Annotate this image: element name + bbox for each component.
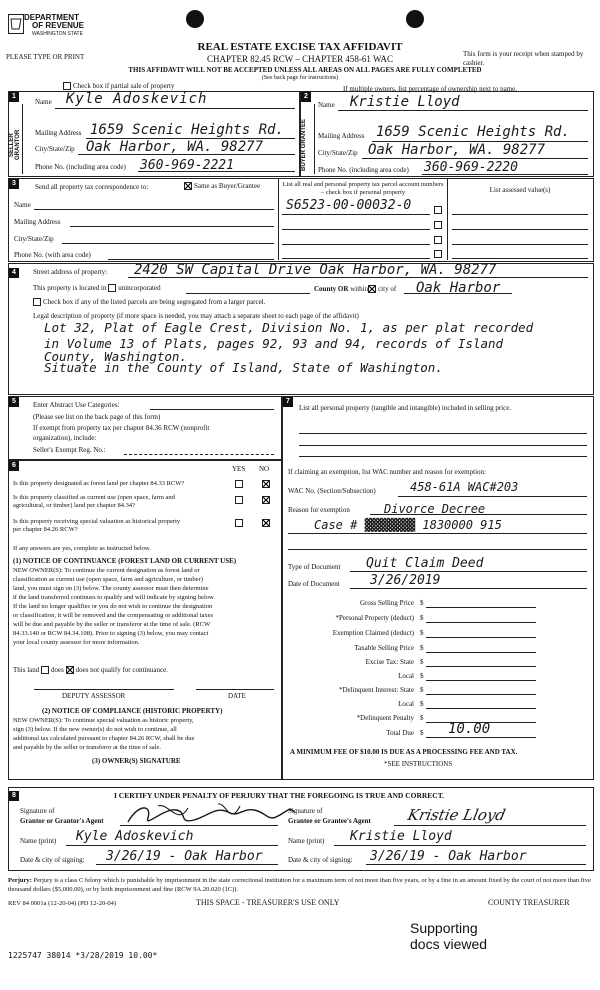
q2a: Is this property classified as current use (open space, farm and [13, 494, 175, 501]
section-6-badge: 6 [9, 461, 19, 471]
see-back: (See back page for instructions) [261, 75, 339, 81]
grantor-date-label: Date & city of signing: [20, 856, 85, 864]
notice2-line: NEW OWNER(S): To continue special valuation as historic property, [13, 717, 194, 724]
sig-grantee-label2: Grantee or Grantee's Agent [288, 817, 371, 825]
notice2-line: additional tax calculated pursuant to chapter 84.26 RCW, shall be due [13, 735, 195, 742]
doc-type[interactable]: Quit Claim Deed [366, 556, 484, 571]
fee-label: Total Due [386, 729, 414, 737]
treasurer-use: THIS SPACE - TREASURER'S USE ONLY [196, 898, 340, 907]
seller-name[interactable]: Kyle Adoskevich [66, 91, 208, 107]
currency: $ [420, 700, 424, 708]
unincorporated-checkbox[interactable] [108, 284, 116, 292]
notice2-line: and payable by the seller or transferor at the time of sale. [13, 744, 161, 751]
fee-label: *Delinquent Penalty [356, 714, 414, 722]
segregated-checkbox[interactable] [33, 298, 41, 306]
divider [314, 104, 315, 174]
street-label: Street address of property: [33, 268, 108, 276]
q3-yes-checkbox[interactable] [235, 519, 243, 527]
receipt-line: 1225747 38014 *3/28/2019 10.00* [8, 951, 158, 960]
seller-city[interactable]: Oak Harbor, WA. 98277 [86, 139, 264, 155]
notice1-line: if the land transferred continues to qualify and will indicate by signing below. [13, 594, 215, 601]
min-fee: A MINIMUM FEE OF $10.00 IS DUE AS A PROCESSING FEE AND TAX. [290, 748, 518, 756]
notice2-title: (2) NOTICE OF COMPLIANCE (HISTORIC PROPERTY) [42, 707, 223, 715]
field-line [394, 825, 586, 826]
field-line [426, 652, 536, 653]
field-line [299, 433, 587, 434]
divider [22, 104, 23, 174]
same-as-buyer-checkbox[interactable] [184, 182, 192, 190]
notice1-line: your local county assessor for more information. [13, 639, 140, 646]
seller-phone[interactable]: 360-969-2221 [140, 158, 234, 173]
fee-label: Local [398, 672, 414, 680]
buyer-phone-label: Phone No. (including area code) [318, 166, 409, 174]
notice2-line: sign (3) below. If the new owner(s) do not wish to continue, all [13, 726, 177, 733]
divider [447, 178, 448, 260]
field-line [96, 864, 278, 865]
currency: $ [420, 686, 424, 694]
field-line [426, 737, 536, 738]
date-label: DATE [228, 692, 246, 700]
punch-hole [406, 10, 424, 28]
field-line [350, 571, 587, 572]
stamp-line1: Supporting [410, 920, 478, 936]
receipt-note: This form is your receipt when stamped by cashier. [463, 50, 584, 67]
q1: Is this property designated as forest land per chapter 84.33 RCW? [13, 480, 185, 487]
buyer-mailing[interactable]: 1659 Scenic Heights Rd. [376, 124, 570, 140]
field-line [288, 549, 587, 550]
section-7-badge: 7 [283, 397, 293, 407]
fee-label: Exemption Claimed (deduct) [332, 629, 414, 637]
q2b: agricultural, or timber) land per chapter 84.34? [13, 502, 136, 509]
s3-mailing-label: Mailing Address [14, 218, 61, 226]
section-4-badge: 4 [9, 268, 19, 278]
personal-property-checkbox[interactable] [434, 221, 442, 229]
field-line [62, 243, 274, 244]
seller-name-label: Name [35, 98, 52, 106]
section-1-badge: 1 [9, 92, 19, 102]
county-or: County OR within city of [314, 285, 397, 293]
q3-no-checkbox[interactable] [262, 519, 270, 527]
q2-yes-checkbox[interactable] [235, 496, 243, 504]
yes-header: YES [232, 465, 246, 473]
currency: $ [420, 658, 424, 666]
buyer-phone[interactable]: 360-969-2220 [424, 160, 518, 175]
segregated[interactable]: Check box if any of the listed parcels are being segregated from a larger parcel. [33, 298, 265, 306]
rev-code: REV 84 0001a (12-20-04) (PD 12-20-04) [8, 900, 117, 907]
stamp-line2: docs viewed [410, 936, 488, 952]
grantee-date-label: Date & city of signing: [288, 856, 353, 864]
field-line [426, 694, 536, 695]
sig-grantor-label1: Signature of [20, 807, 55, 815]
department-logo-icon [8, 14, 24, 34]
doc-date-label: Date of Document [288, 580, 340, 588]
parcel-number[interactable]: S6523-00-00032-0 [286, 198, 412, 213]
personal-property-checkbox[interactable] [434, 250, 442, 258]
grantee-signature[interactable]: Kristie Lloyd [406, 806, 508, 824]
grantee-name-print[interactable]: Kristie Lloyd [350, 829, 452, 844]
buyer-name-label: Name [318, 101, 335, 109]
q3a: Is this property receiving special valuation as historical property [13, 518, 181, 525]
s3-city-label: City/State/Zip [14, 235, 54, 243]
field-line [150, 409, 274, 410]
divider [278, 178, 279, 260]
field-line [426, 637, 536, 638]
field-line [124, 454, 274, 455]
notice1-line: If the land no longer qualifies or you do not wish to continue the designation [13, 603, 213, 610]
exempt-1: If exempt from property tax per chapter 84.36 RCW (nonprofit [33, 424, 210, 432]
grantee-name-print-label: Name (print) [288, 837, 325, 845]
property-city[interactable]: Oak Harbor [416, 280, 501, 296]
any-yes: If any answers are yes, complete as instructed below. [13, 545, 151, 552]
notice1-line: land, you must sign on (3) below. The county assessor must then determine [13, 585, 209, 592]
buyer-city[interactable]: Oak Harbor, WA. 98277 [368, 142, 546, 158]
exemption-reason[interactable]: Divorce Decree [384, 502, 486, 516]
field-line [34, 209, 274, 210]
currency: $ [420, 614, 424, 622]
form-chapter: CHAPTER 82.45 RCW – CHAPTER 458-61 WAC [207, 54, 393, 64]
located-in: This property is located in unincorporated [33, 284, 161, 292]
grantor-name-print-label: Name (print) [20, 837, 57, 845]
field-line [282, 229, 430, 230]
notice1-line: NEW OWNER(S): To continue the current designation as forest land or [13, 567, 200, 574]
q1-no-checkbox[interactable] [262, 480, 270, 488]
legal-line[interactable]: County, Washington. [44, 349, 187, 364]
sig-grantor-label2: Grantor or Grantor's Agent [20, 817, 104, 825]
wac-label: WAC No. (Section/Subsection) [288, 487, 376, 495]
sig-grantee-label1: Signature of [288, 807, 323, 815]
fee-label: Gross Selling Price [359, 599, 414, 607]
parcel-list-header: List all real and personal property tax parcel account numbers – check box if personal property [282, 181, 444, 196]
exemption-label: If claiming an exemption, list WAC number and reason for exemption: [288, 468, 486, 476]
certify: I CERTIFY UNDER PENALTY OF PERJURY THAT THE FOREGOING IS TRUE AND CORRECT. [114, 791, 445, 800]
buyer-city-label: City/State/Zip [318, 149, 358, 157]
field-line [362, 158, 588, 159]
field-line [66, 845, 278, 846]
exempt-2: organization), include: [33, 434, 97, 442]
grantor-name-print[interactable]: Kyle Adoskevich [76, 829, 194, 844]
multiple-owners: If multiple owners, list percentage of ownership next to name. [343, 85, 517, 93]
dept-line3: WASHINGTON STATE [32, 31, 83, 37]
doc-date[interactable]: 3/26/2019 [370, 573, 441, 588]
warning: THIS AFFIDAVIT WILL NOT BE ACCEPTED UNLESS ALL AREAS ON ALL PAGES ARE FULLY COMPLETED [128, 66, 482, 74]
abstract-label: Enter Abstract Use Categories: [33, 401, 120, 409]
continuance-line: This land does does not qualify for continuance. [13, 666, 168, 674]
seller-city-label: City/State/Zip [35, 145, 75, 153]
see-instructions: *SEE INSTRUCTIONS [384, 760, 453, 768]
assessed-header: List assessed value(s) [489, 186, 551, 194]
owner-signature-label: (3) OWNER(S) SIGNATURE [92, 757, 181, 765]
grantee-date-city[interactable]: 3/26/19 - Oak Harbor [370, 849, 527, 864]
field-line [426, 622, 536, 623]
q2-no-checkbox[interactable] [262, 496, 270, 504]
section-3-badge: 3 [9, 179, 19, 189]
legal-line[interactable]: in Volume 13 of Plats, pages 92, 93 and 94, records of Island [44, 336, 504, 351]
seller-side-label: SELLER GRANTOR [9, 129, 21, 161]
does-checkbox[interactable] [41, 666, 49, 674]
field-line [282, 214, 430, 215]
seller-phone-label: Phone No. (including area code) [35, 163, 126, 171]
deputy-label: DEPUTY ASSESSOR [62, 692, 126, 700]
section-5-badge: 5 [9, 397, 19, 407]
field-line [452, 214, 588, 215]
seller-mailing-label: Mailing Address [35, 129, 82, 137]
field-line [70, 226, 274, 227]
field-line [426, 708, 536, 709]
notice1-line: classification as current use (open space, farm and agriculture, or timber) [13, 576, 203, 583]
dept-line1: DEPARTMENT [24, 13, 79, 22]
s3-name-label: Name [14, 201, 31, 209]
notice1-title: (1) NOTICE OF CONTINUANCE (FOREST LAND OR CURRENT USE) [13, 557, 237, 565]
doc-type-label: Type of Document [288, 563, 341, 571]
field-line [452, 229, 588, 230]
buyer-mailing-label: Mailing Address [318, 132, 365, 140]
same-as-buyer[interactable]: Same as Buyer/Grantee [184, 182, 260, 190]
buyer-name[interactable]: Kristie Lloyd [350, 94, 460, 110]
legal-label: Legal description of property (if more space is needed, you may attach a separate sheet to each page of the affidavit) [33, 312, 359, 320]
notice1-line: 84.33.140 or RCW 84.34.108). Prior to signing (3) below, you may contact [13, 630, 209, 637]
correspondence-label: Send all property tax correspondence to: [35, 183, 149, 191]
q1-yes-checkbox[interactable] [235, 480, 243, 488]
buyer-side-label: BUYER GRANTEE [301, 119, 307, 172]
does-not-checkbox[interactable] [66, 666, 74, 674]
currency: $ [420, 729, 424, 737]
legal-line[interactable]: Situate in the County of Island, State of Washington. [44, 360, 443, 375]
grantor-date-city[interactable]: 3/26/19 - Oak Harbor [106, 849, 263, 864]
field-line [452, 258, 588, 259]
field-line [338, 110, 588, 111]
currency: $ [420, 644, 424, 652]
field-line [426, 680, 536, 681]
fee-label: Local [398, 700, 414, 708]
field-line [108, 259, 274, 260]
field-line [334, 845, 586, 846]
field-line [282, 244, 430, 245]
seller-mailing[interactable]: 1659 Scenic Heights Rd. [90, 122, 284, 138]
county-treasurer: COUNTY TREASURER [488, 898, 570, 907]
field-line [350, 588, 587, 589]
street-address[interactable]: 2420 SW Capital Drive Oak Harbor, WA. 98277 [134, 262, 497, 278]
field-line [452, 244, 588, 245]
personal-property-checkbox[interactable] [434, 206, 442, 214]
fee-label: *Delinquent Interest: State [338, 686, 414, 694]
fee-label: *Personal Property (deduct) [335, 614, 414, 622]
currency: $ [420, 714, 424, 722]
s3-phone-label: Phone No. (with area code) [14, 251, 91, 259]
partial-sale-checkbox[interactable] [63, 82, 71, 90]
form-title: REAL ESTATE EXCISE TAX AFFIDAVIT [197, 41, 403, 53]
field-line [398, 496, 587, 497]
see-list: (Please see list on the back page of this form) [33, 413, 161, 421]
field-line [288, 533, 587, 534]
notice1-line: or classification, it will be removed and the compensating or additional taxes [13, 612, 213, 619]
perjury-notice: Perjury: Perjury is a class C felony which is punishable by imprisonment in the state correctional institution for a maximum term of not more than five years, or by a fine in an amount fixed by the court of not more than five thousand dollars ($5,000.00), or by both imprisonment and fine (RCW 9A.20.020 (1C)). [8, 877, 591, 893]
field-line [299, 456, 587, 457]
legal-line[interactable]: Lot 32, Plat of Eagle Crest, Division No. 1, as per plat recorded [44, 320, 534, 335]
currency: $ [420, 599, 424, 607]
sellers-exempt: Seller's Exempt Reg. No.: [33, 446, 106, 454]
field-line [426, 607, 536, 608]
total-due[interactable]: 10.00 [448, 721, 491, 737]
field-line [366, 864, 586, 865]
field-line [426, 666, 536, 667]
no-header: NO [259, 465, 270, 473]
personal-property-label: List all personal property (tangible and intangible) included in selling price. [299, 404, 512, 412]
wac-number[interactable]: 458-61A WAC#203 [410, 480, 519, 494]
grantor-signature-icon [118, 800, 298, 830]
field-line [299, 445, 587, 446]
field-line [34, 689, 174, 690]
city-checkbox[interactable] [368, 285, 376, 293]
currency: $ [420, 672, 424, 680]
punch-hole [186, 10, 204, 28]
partial-sale-check[interactable]: Check box if partial sale of property [63, 82, 174, 90]
reason-label: Reason for exemption [288, 506, 350, 514]
field-line [282, 258, 430, 259]
field-line [55, 108, 295, 109]
case-number[interactable]: Case # ▓▓▓▓▓▓▓ 1830000 915 [314, 518, 502, 532]
currency: $ [420, 629, 424, 637]
personal-property-checkbox[interactable] [434, 236, 442, 244]
dept-line2: OF REVENUE [32, 21, 85, 30]
field-line [196, 689, 274, 690]
please-type: PLEASE TYPE OR PRINT [6, 53, 85, 61]
notice1-line: will be due and payable by the seller or transferor at the time of sale. (RCW [13, 621, 211, 628]
q3b: per chapter 84.26 RCW? [13, 526, 78, 533]
fee-label: Taxable Selling Price [354, 644, 414, 652]
fee-label: Excise Tax: State [365, 658, 414, 666]
section-2-badge: 2 [301, 92, 311, 102]
section-8-badge: 8 [9, 791, 19, 801]
field-line [186, 293, 310, 294]
